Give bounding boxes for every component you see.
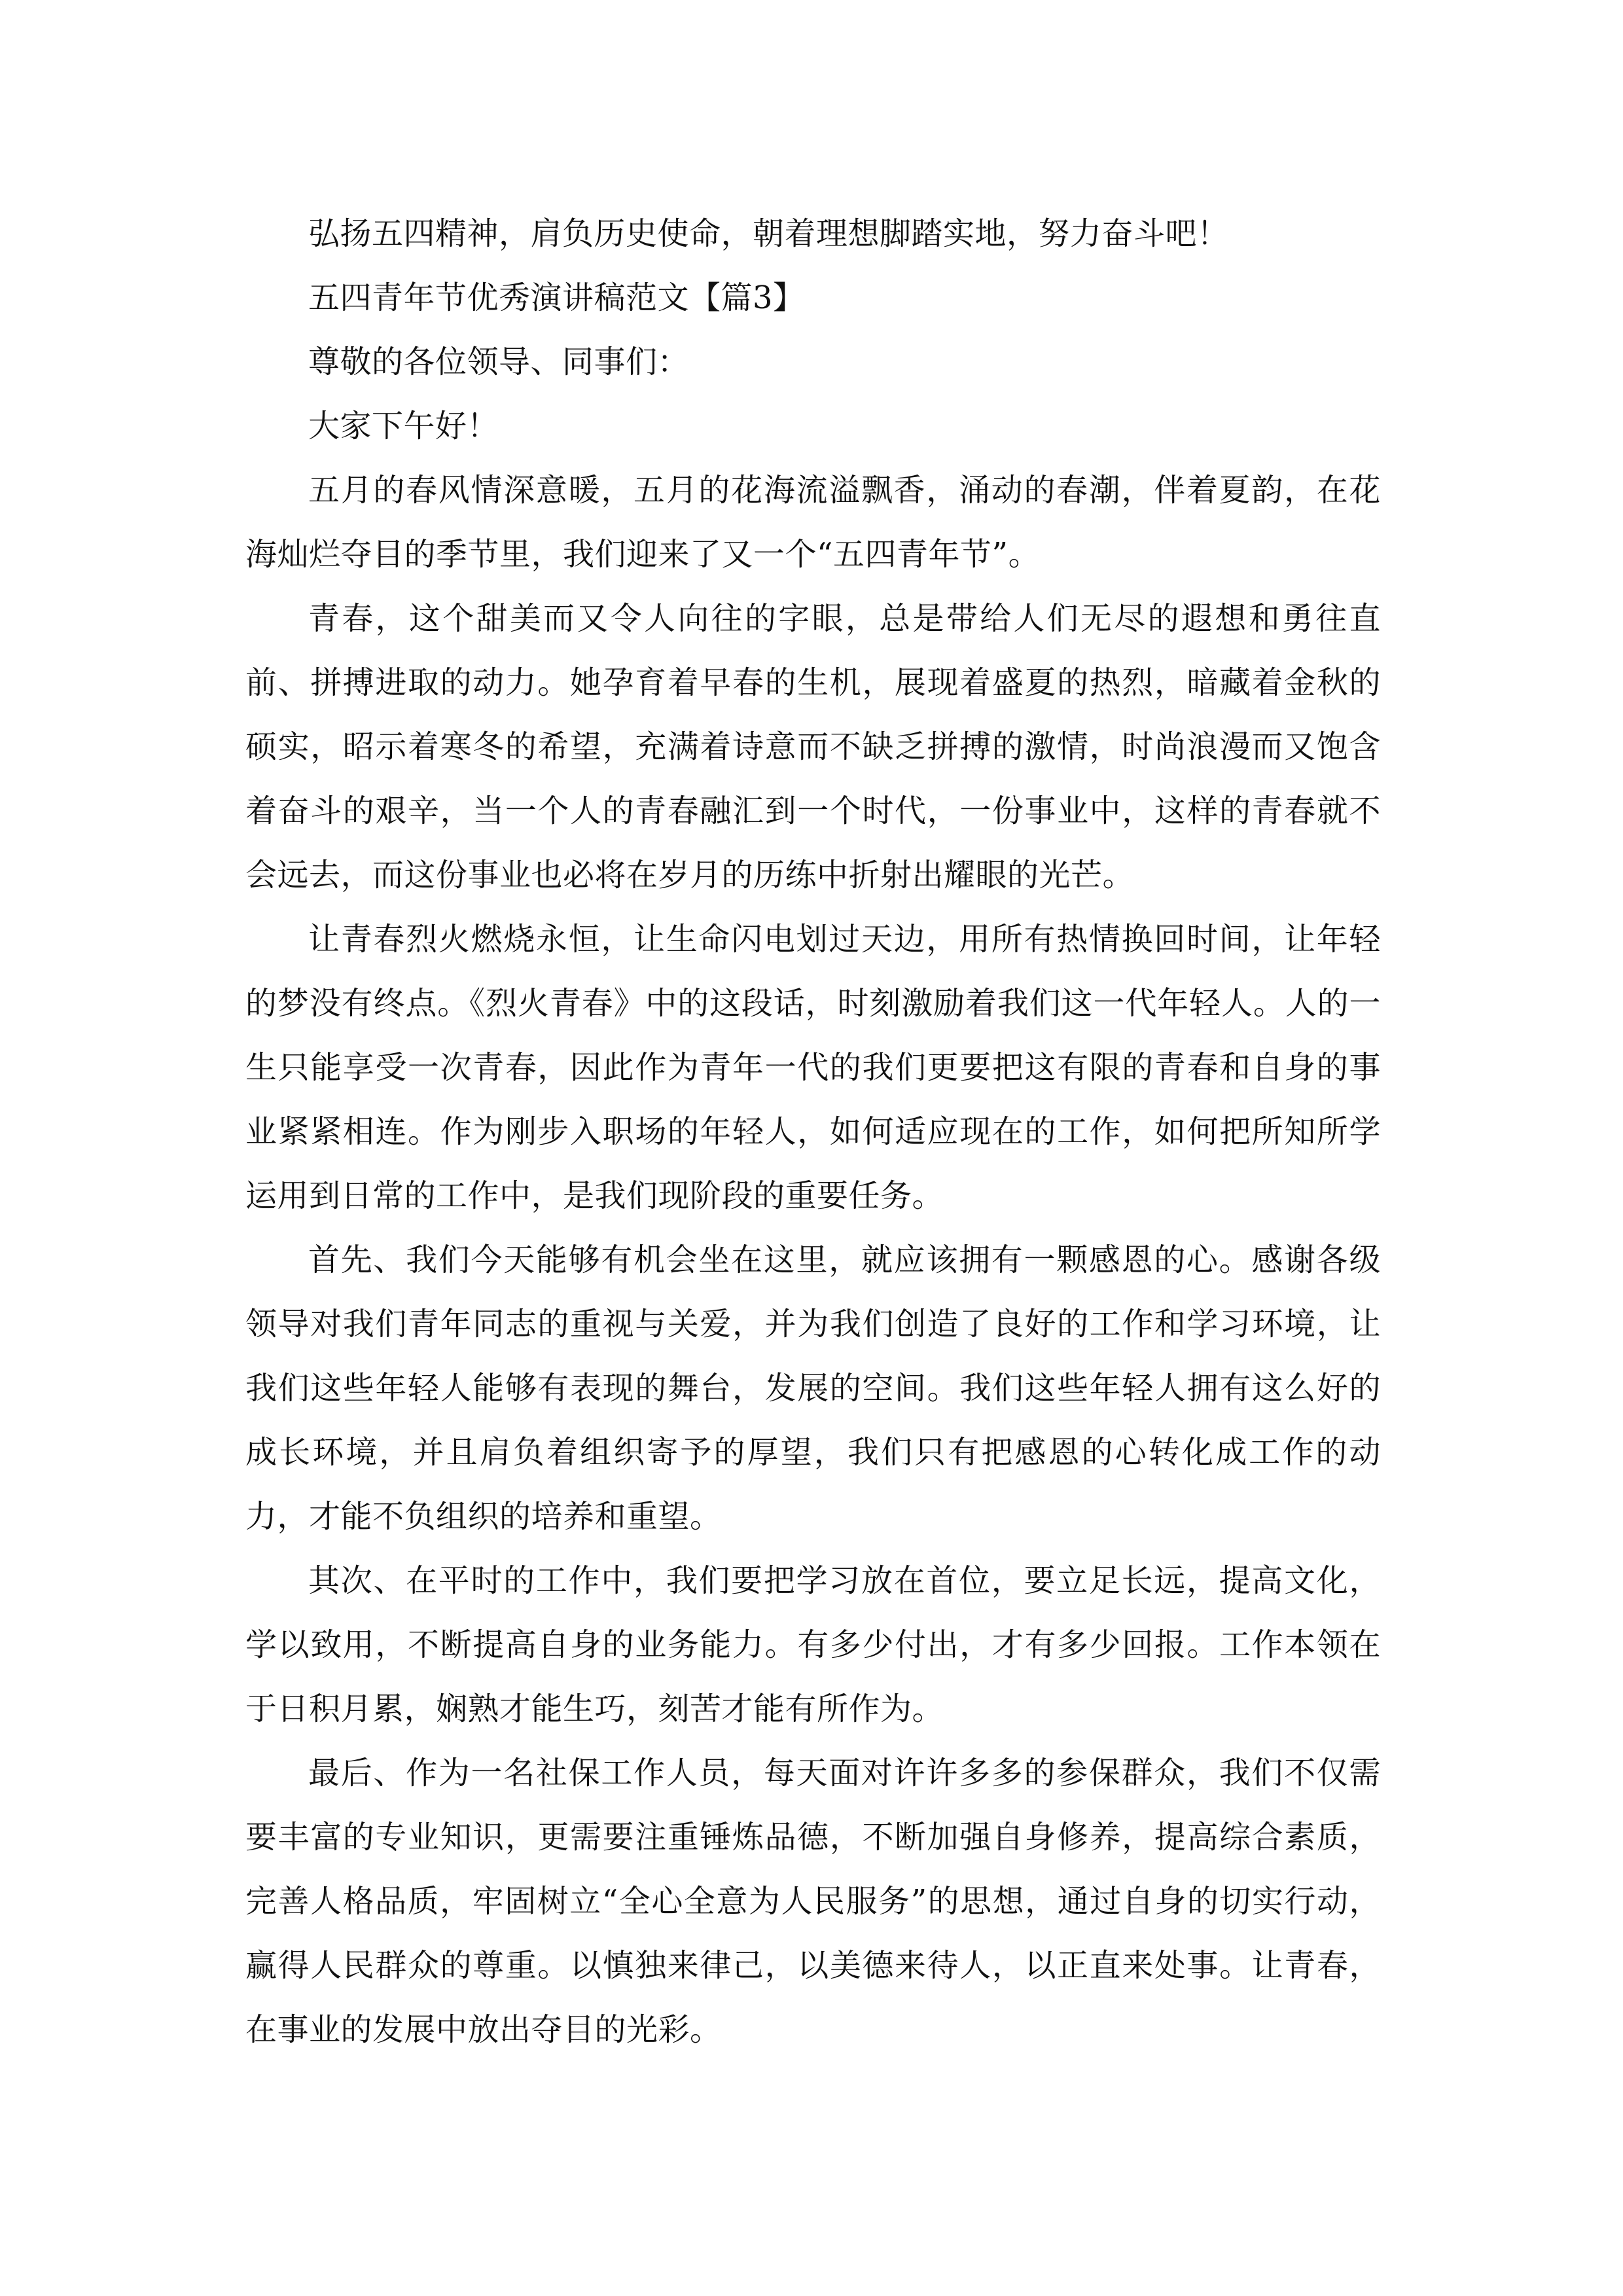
salutation: 尊敬的各位领导、同事们： [308,344,690,380]
paragraph: 青春，这个甜美而又令人向往的字眼，总是带给人们无尽的遐想和勇往直前、拼搏进取的动力。她孕育着早春的生机，展现着盛夏的热烈，暗藏着金秋的硕实，昭示着寒冬的希望，充满着诗意而不缺乏拼搏的激情，时尚浪漫而又饱含着奋斗的艰辛，当一个人的青春融汇到一个时代，一份事业中，这样的青春就不会远去，而这份事业也必将在岁月的历练中折射出耀眼的光芒。 [245,600,1381,893]
document-body [245,202,1381,2062]
paragraph-closing-line: 弘扬五四精神，肩负历史使命，朝着理想脚踏实地，努力奋斗吧！ [308,215,1229,252]
section-heading: 五四青年节优秀演讲稿范文【篇3】 [308,279,805,316]
paragraph: 其次、在平时的工作中，我们要把学习放在首位，要立足长远，提高文化，学以致用，不断提高自身的业务能力。有多少付出，才有多少回报。工作本领在于日积月累，娴熟才能生巧，刻苦才能有所作为。 [245,1562,1381,1727]
paragraph: 让青春烈火燃烧永恒，让生命闪电划过天边，用所有热情换回时间，让年轻的梦没有终点。《烈火青春》中的这段话，时刻激励着我们这一代年轻人。人的一生只能享受一次青春，因此作为青年一代的我们更要把这有限的青春和自身的事业紧紧相连。作为刚步入职场的年轻人，如何适应现在的工作，如何把所知所学运用到日常的工作中，是我们现阶段的重要任务。 [245,921,1381,1214]
paragraph: 最后、作为一名社保工作人员，每天面对许许多多的参保群众，我们不仅需要丰富的专业知识，更需要注重锤炼品德，不断加强自身修养，提高综合素质，完善人格品质，牢固树立“全心全意为人民服务”的思想，通过自身的切实行动，赢得人民群众的尊重。以慎独来律己，以美德来待人，以正直来处事。让青春，在事业的发展中放出夺目的光彩。 [245,1755,1381,2048]
greeting: 大家下午好！ [308,408,499,444]
paragraph: 五月的春风情深意暖，五月的花海流溢飘香，涌动的春潮，伴着夏韵，在花海灿烂夺目的季节里，我们迎来了又一个“五四青年节”。 [245,472,1381,573]
paragraph: 首先、我们今天能够有机会坐在这里，就应该拥有一颗感恩的心。感谢各级领导对我们青年同志的重视与关爱，并为我们创造了良好的工作和学习环境，让我们这些年轻人能够有表现的舞台，发展的空间。我们这些年轻人拥有这么好的成长环境，并且肩负着组织寄予的厚望，我们只有把感恩的心转化成工作的动力，才能不负组织的培养和重望。 [245,1242,1381,1535]
